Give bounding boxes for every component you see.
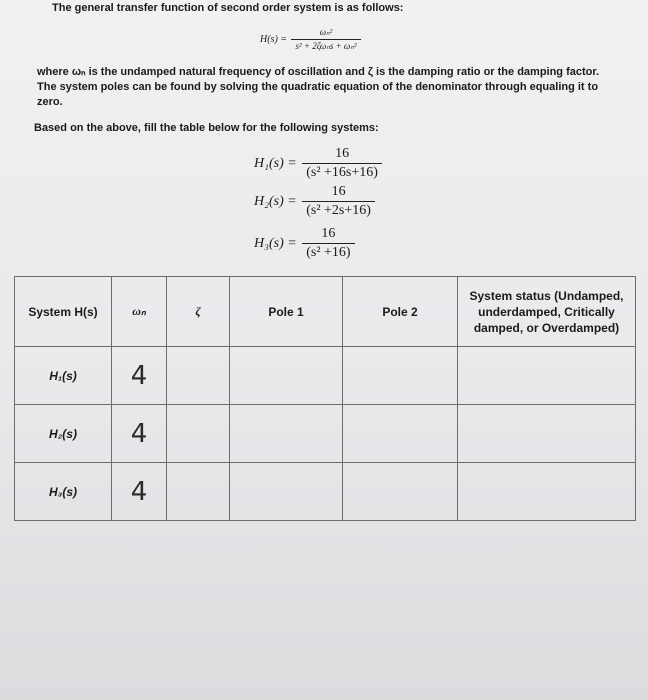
row2-pole2-cell[interactable] — [343, 405, 458, 463]
equation-h3-lhs: H₃(s) = — [254, 235, 297, 251]
row1-omega: 4 — [112, 347, 167, 405]
equation-h1-lhs: H₁(s) = — [254, 155, 297, 171]
general-tf-numerator: ωₙ² — [291, 27, 360, 40]
description-paragraph: where ωₙ is the undamped natural frequency of oscillation and ζ is the damping ratio or the damping factor. The system poles can be found by solving the quadratic equation of the denominator through equaling it to zero. — [37, 66, 600, 108]
general-transfer-function — [260, 27, 361, 52]
table-header-row — [15, 277, 636, 347]
row1-zeta-cell[interactable] — [167, 347, 230, 405]
row3-zeta-cell[interactable] — [167, 463, 230, 521]
equation-h2-denominator: (s² +2s+16) — [306, 203, 371, 218]
general-tf-denominator: s² + 2ζωₙs + ωₙ² — [295, 41, 357, 51]
row3-pole2-cell[interactable] — [343, 463, 458, 521]
equation-h2 — [254, 184, 375, 219]
row1-pole2-cell[interactable] — [343, 347, 458, 405]
header-system: System H(s) — [15, 277, 112, 347]
header-status: System status (Undamped, underdamped, Critically damped, or Overdamped) — [458, 277, 636, 347]
row2-pole1-cell[interactable] — [230, 405, 343, 463]
header-pole2: Pole 2 — [343, 277, 458, 347]
row3-system: H₃(s) — [15, 463, 112, 521]
intro-text: The general transfer function of second order system is as follows: — [52, 2, 404, 14]
equation-h3-fraction — [302, 226, 354, 261]
row1-pole1-cell[interactable] — [230, 347, 343, 405]
header-zeta: ζ — [167, 277, 230, 347]
row3-pole1-cell[interactable] — [230, 463, 343, 521]
row2-system: H₂(s) — [15, 405, 112, 463]
equation-h1-numerator: 16 — [302, 146, 382, 164]
equation-h3-numerator: 16 — [302, 226, 354, 244]
row2-omega: 4 — [112, 405, 167, 463]
row2-status-cell[interactable] — [458, 405, 636, 463]
general-tf-fraction — [291, 27, 360, 52]
equation-h1-denominator: (s² +16s+16) — [306, 165, 378, 180]
equation-h2-numerator: 16 — [302, 184, 375, 202]
header-omega: ωₙ — [112, 277, 167, 347]
general-tf-lhs: H(s) = — [260, 34, 288, 45]
instruction-text: Based on the above, fill the table below for the following systems: — [34, 122, 379, 134]
equation-h2-fraction — [302, 184, 375, 219]
equation-h1-fraction — [302, 146, 382, 181]
row1-status-cell[interactable] — [458, 347, 636, 405]
table-row — [15, 463, 636, 521]
row3-omega: 4 — [112, 463, 167, 521]
row2-zeta-cell[interactable] — [167, 405, 230, 463]
equation-h3 — [254, 226, 355, 261]
equation-h1 — [254, 146, 382, 181]
row3-status-cell[interactable] — [458, 463, 636, 521]
equation-h3-denominator: (s² +16) — [306, 245, 351, 260]
table-row — [15, 347, 636, 405]
equation-h2-lhs: H₂(s) = — [254, 193, 297, 209]
table-row — [15, 405, 636, 463]
header-pole1: Pole 1 — [230, 277, 343, 347]
row1-system: H₁(s) — [15, 347, 112, 405]
results-table — [14, 276, 636, 521]
